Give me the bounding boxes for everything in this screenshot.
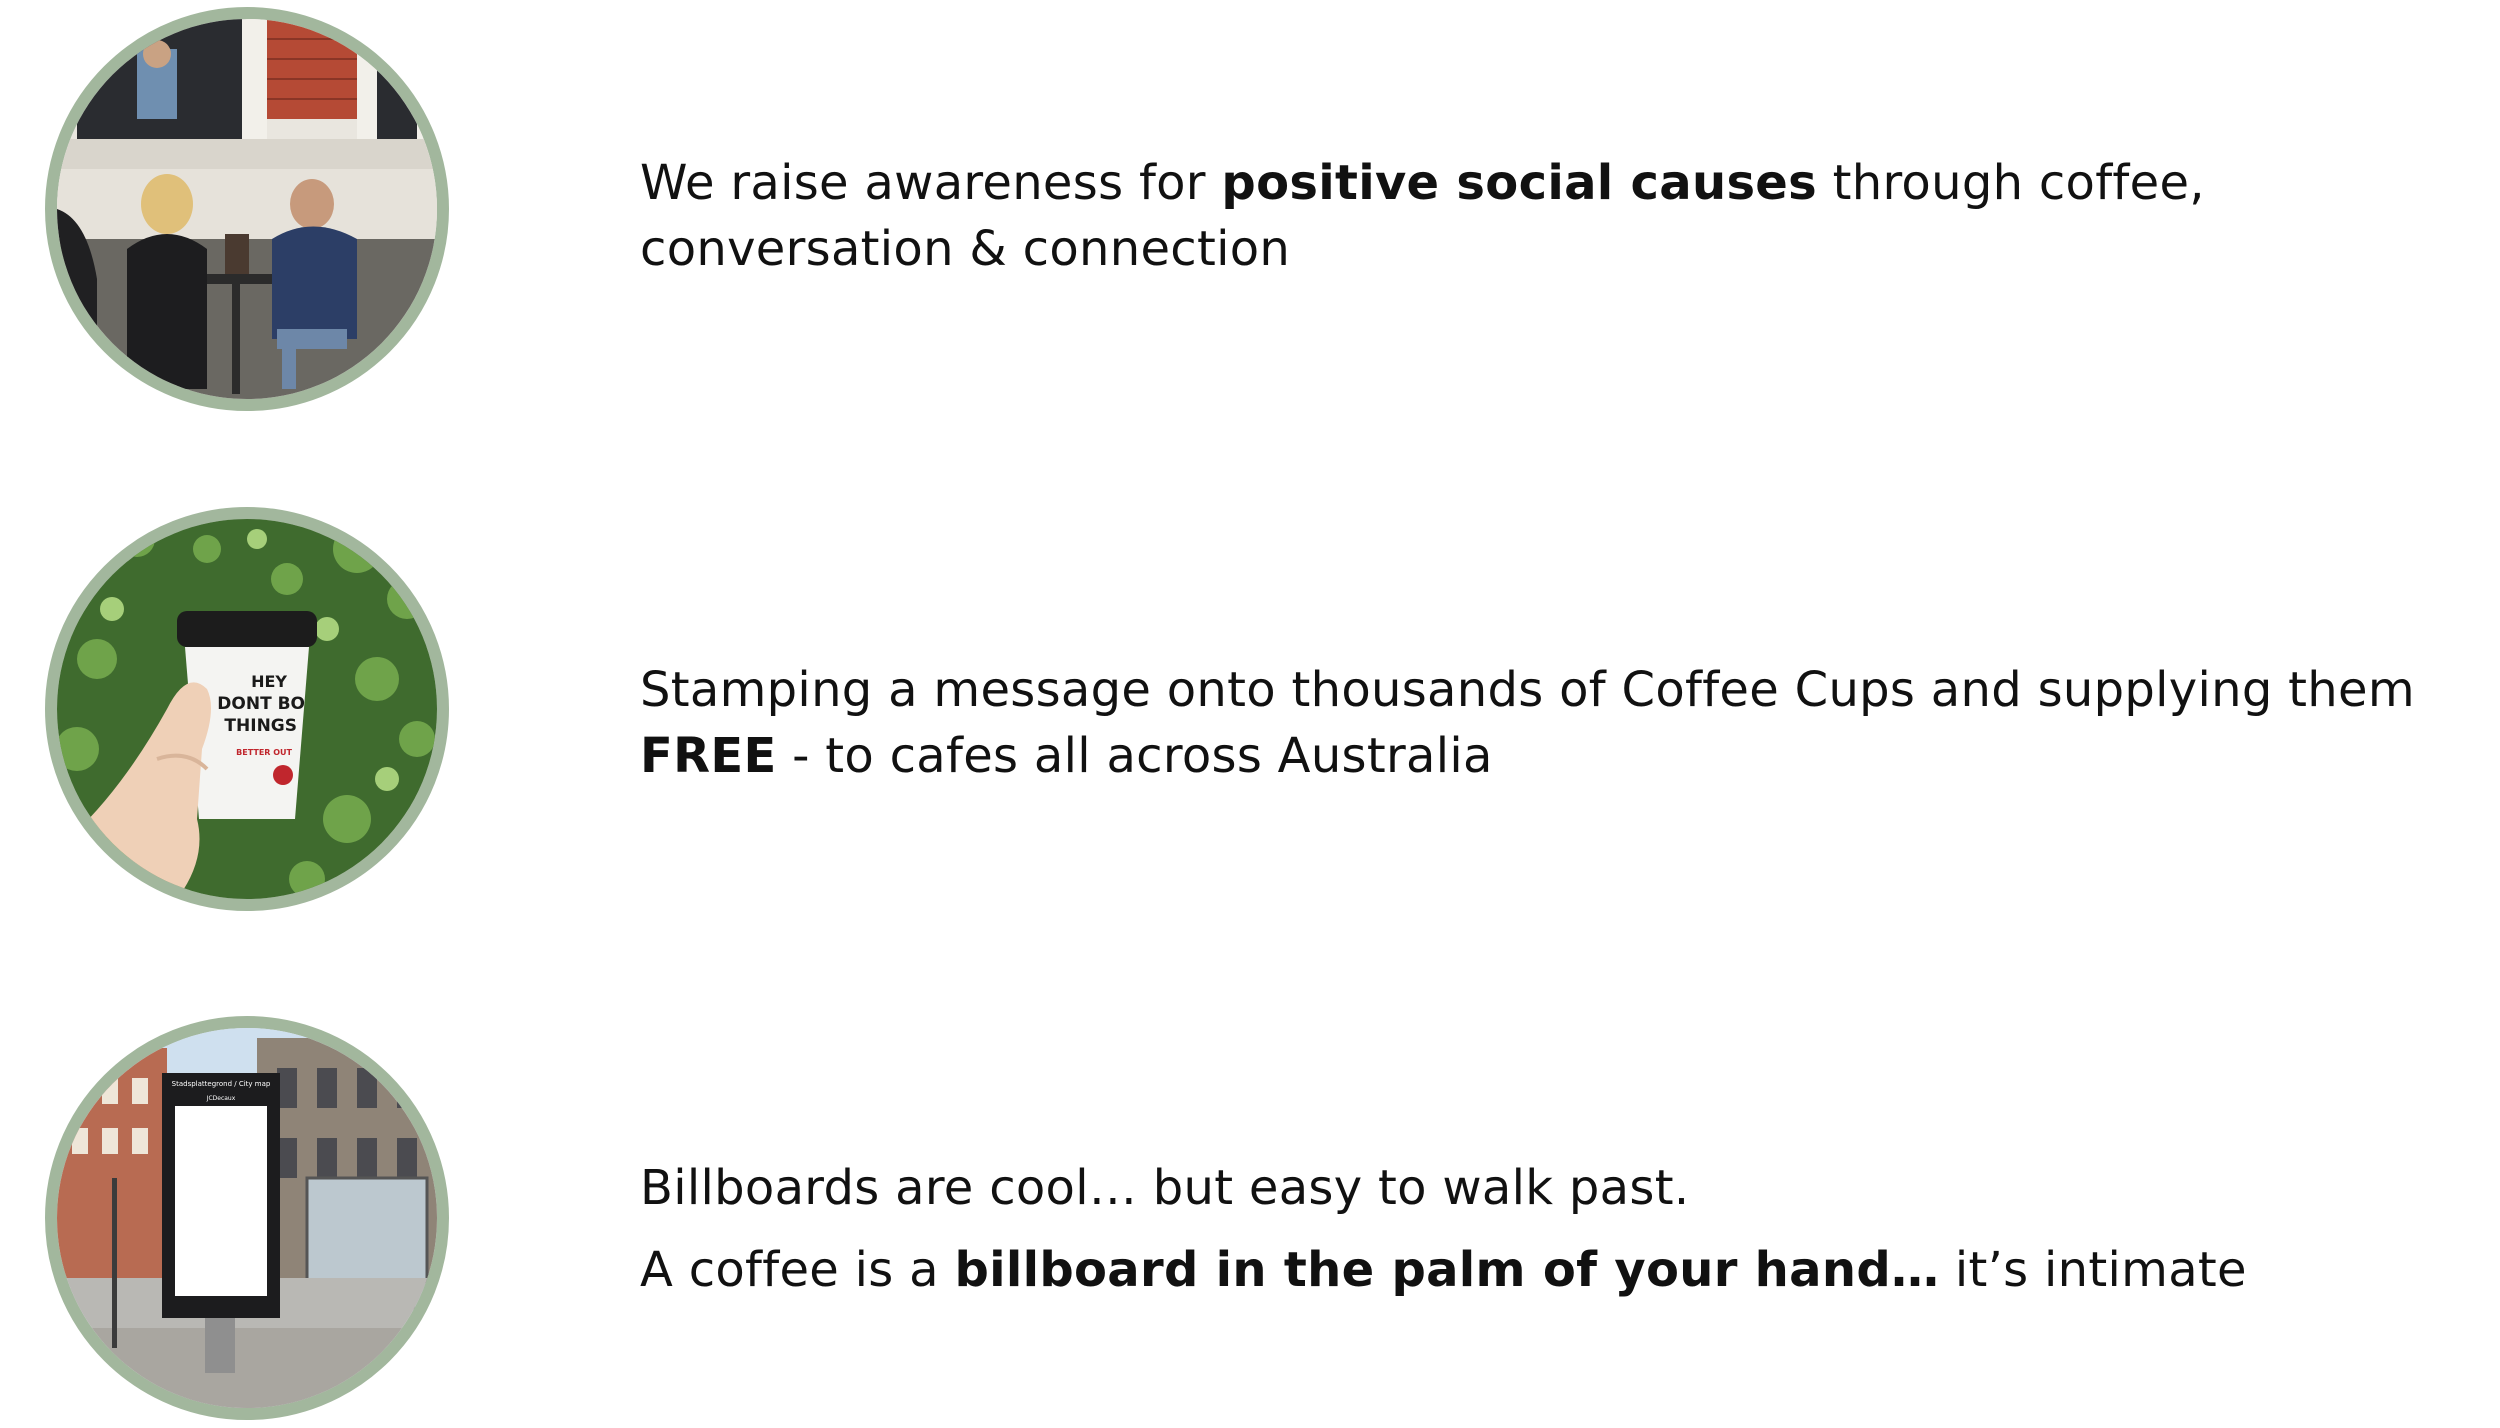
cafe-patrons-photo (45, 7, 449, 411)
bus-shelter-billboard-photo (45, 1016, 449, 1420)
awareness-highlight: positive social causes (1221, 155, 1818, 211)
cups-highlight: FREE (640, 728, 777, 784)
billboard-highlight: billboard in the palm of your hand… (954, 1242, 1940, 1298)
awareness-paragraph: We raise awareness for positive social causes through coffee, conversation & connection (640, 155, 2205, 277)
coffee-cup-photo (45, 507, 449, 911)
billboard-line-2: A coffee is a billboard in the palm of your hand… it’s intimate (640, 1242, 2247, 1298)
cup-print-2: DONT BO (217, 694, 305, 714)
cup-print-4: BETTER OUT (236, 748, 292, 757)
cup-print-1: HEY (251, 672, 287, 691)
cup-print-3: THINGS (224, 716, 297, 736)
billboard-text (640, 1155, 2440, 1303)
billboard-brand: JCDecaux (206, 1095, 236, 1102)
awareness-text (640, 150, 2440, 282)
cups-text (640, 657, 2440, 789)
cups-paragraph: Stamping a message onto thousands of Coffee Cups and supplying them FREE - to cafes all across Australia (640, 662, 2415, 784)
billboard-header: Stadsplattegrond / City map (171, 1080, 271, 1088)
billboard-line-1: Billboards are cool… but easy to walk past. (640, 1160, 1690, 1216)
